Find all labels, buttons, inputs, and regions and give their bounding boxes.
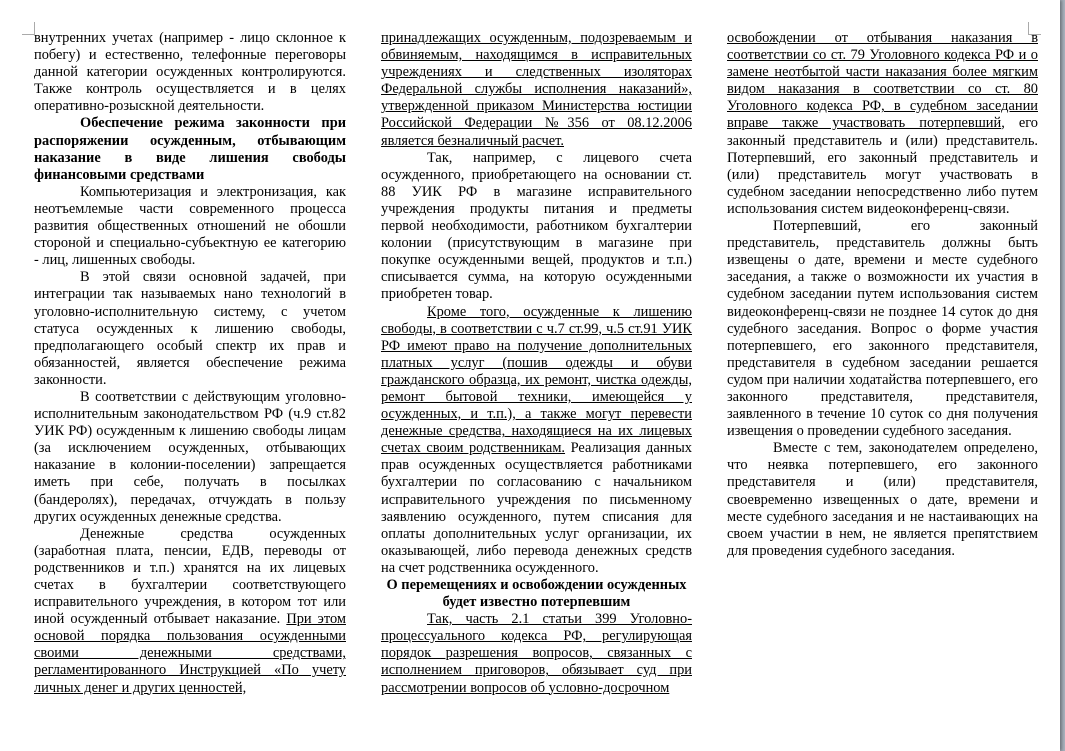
paragraph: [727, 30, 1038, 218]
paragraph: [34, 526, 346, 697]
paragraph: [381, 611, 692, 696]
paragraph-text: , его законный представитель и (или) представитель. Потерпевший, его законный представитель и (или) представитель могут участвовать в судебном заседании непосредственно либо путем использования систем видеоконференц-связи.: [727, 115, 1038, 217]
section-heading: О перемещениях и освобождении осужденных будет известно потерпевшим: [386, 577, 687, 611]
underlined-text: При этом основой порядка пользования осужденными своими денежными средствами, регламентированного Инструкцией «По учету личных денег и других ценностей,: [34, 611, 346, 696]
column-3: [727, 30, 1038, 560]
paragraph: Потерпевший, его законный представитель, представитель должны быть извещены о дате, времени и месте судебного заседания, а также о возможности их участия в судебном заседании путем использования систем видеоконференц-связи не позднее 14 суток до дня судебного заседания. Вопрос о форме участия потерпевшего, его законного представителя, представителя в судебном заседании решается судом при наличии ходатайства потерпевшего, его законного представителя, представителя, заявленного в течение 10 суток со дня получения извещения о проведении судебного заседания.: [727, 218, 1038, 440]
paragraph-text: Денежные средства осужденных (заработная плата, пенсии, ЕДВ, переводы от родственников и т.п.) хранятся на их лицевых счетах в бухгалтерии соответствующего исправительного учреждения, в котором тот или иной осужденный отбывает наказание.: [34, 525, 346, 628]
underlined-text: Так, часть 2.1 статьи 399 Уголовно-процессуального кодекса РФ, регулирующая порядок разрешения вопросов, связанных с исполнением приговоров, обязывает суд при рассмотрении вопросов об условно-досрочном: [381, 611, 692, 696]
paragraph: В этой связи основной задачей, при интеграции так называемых нано технологий в уголовно-исполнительную систему, с учетом статуса осужденных к лишению свободы, предполагающего особый спектр их прав и обязанностей, является обеспечение режима законности.: [34, 269, 346, 388]
paragraph: Вместе с тем, законодателем определено, что неявка потерпевшего, его законного представителя и (или) представителя, своевременно извещенных о дате, времени и месте судебного заседания и не настаивающих на своем участии в нем, не является препятствием для проведения судебного заседания.: [727, 440, 1038, 559]
paragraph: [381, 304, 692, 578]
paragraph: В соответствии с действующим уголовно-исполнительным законодательством РФ (ч.9 ст.82 УИК РФ) осужденным к лишению свободы лицам (за исключением осужденных, отбывающих наказание в колонии-поселении) запрещается иметь при себе, получать в посылках (бандеролях), передачах, отчуждать в пользу других осужденных денежные средства.: [34, 388, 346, 525]
underlined-text: принадлежащих осужденным, подозреваемым и обвиняемым, находящимся в исправительных учреждениях и следственных изоляторах Федеральной службы исполнения наказаний», утвержденной приказом Министерства юстиции Российской Федерации №356 от 08.12.2006 является безналичный расчет.: [381, 30, 692, 149]
paragraph: Так, например, с лицевого счета осужденного, приобретающего на основании ст. 88 УИК РФ в магазине исправительного учреждения продукты питания и предметы первой необходимости, работником бухгалтерии колонии (присутствующим в магазине при покупке осужденными вещей, продуктов и т.п.) списывается сумма, на которую осужденными приобретен товар.: [381, 149, 692, 303]
underlined-text: освобождении от отбывания наказания в соответствии со ст. 79 Уголовного кодекса РФ и о замене неотбытой части наказания более мягким видом наказания в соответствии со ст. 80 Уголовного кодекса РФ, в судебном заседании вправе также участвовать потерпевший: [727, 30, 1038, 132]
paragraph: [381, 30, 692, 150]
underlined-text: Кроме того, осужденные к лишению свободы, в соответствии с ч.7 ст.99, ч.5 ст.91 УИК РФ имеют право на получение дополнительных платных услуг (пошив одежды и обуви гражданского образца, их ремонт, чистка одежды, ремонт бытовой техники, имеющейся у осужденных, и т.п.), а также могут перевести денежные средства, находящиеся на их лицевых счетах своим родственникам.: [381, 303, 692, 457]
column-2: [381, 30, 692, 697]
paragraph: Компьютеризация и электронизация, как неотъемлемые части современного процесса развития общественных отношений не обошли стороной и специально-субъектную ее категорию - лиц, лишенных свободы.: [34, 183, 346, 269]
paragraph-text: Реализация данных прав осужденных осуществляется работниками бухгалтерии по согласованию с начальником исправительного учреждения по письменному заявлению осужденного, путем списания для оплаты дополнительных услуг организации, их оказывающей, либо перевода денежных средств на счет родственника осужденного.: [381, 440, 692, 576]
paragraph: внутренних учетах (например - лицо склонное к побегу) и естественно, телефонные переговоры данной категории осужденных контролируются. Также контроль осуществляется и в целях оперативно-розыскной деятельности.: [34, 30, 346, 115]
column-1: [34, 30, 346, 697]
section-heading: Обеспечение режима законности при распоряжении осужденным, отбывающим наказание в виде лишения свободы финансовыми средствами: [34, 115, 346, 183]
